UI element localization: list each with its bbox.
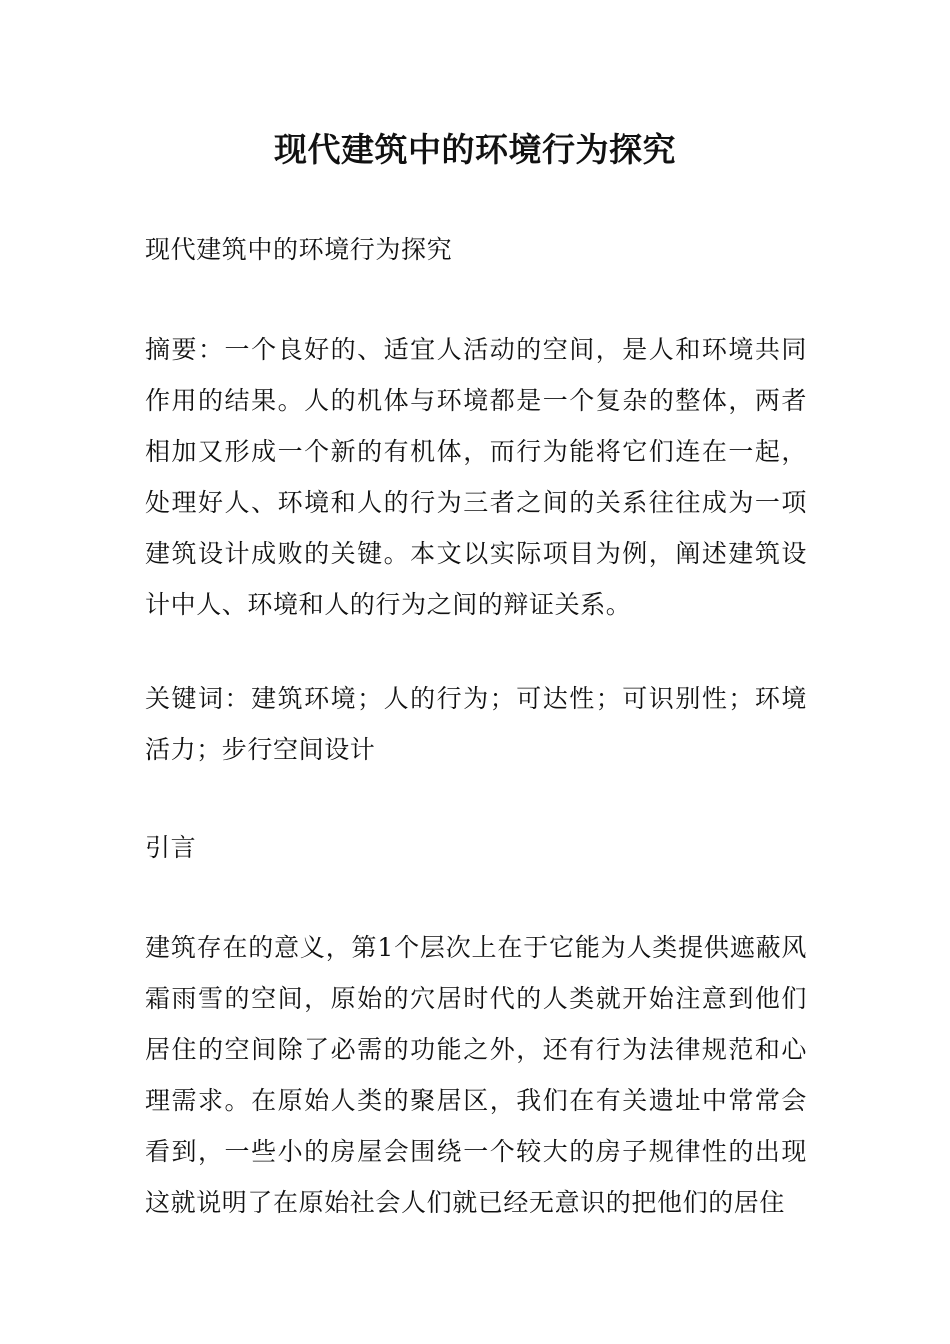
intro-paragraph: 建筑存在的意义，第1个层次上在于它能为人类提供遮蔽风霜雨雪的空间，原始的穴居时代的人类就开始注意到他们居住的空间除了必需的功能之外，还有行为法律规范和心理需求。在原始人类的聚居区，我们在有关遗址中常常会看到，一些小的房屋会围绕一个较大的房子规律性的出现这就说明了在原始社会人们就已经无意识的把他们的居住	[145, 933, 807, 1217]
intro-heading: 引言	[145, 833, 197, 862]
keywords-paragraph: 关键词：建筑环境；人的行为；可达性；可识别性；环境活力；步行空间设计	[145, 684, 807, 764]
abstract-paragraph: 摘要：一个良好的、适宜人活动的空间，是人和环境共同作用的结果。人的机体与环境都是一个复杂的整体，两者相加又形成一个新的有机体，而行为能将它们连在一起，处理好人、环境和人的行为三者之间的关系往往成为一项建筑设计成败的关键。本文以实际项目为例，阐述建筑设计中人、环境和人的行为之间的辩证关系。	[145, 335, 807, 619]
document-title: 现代建筑中的环境行为探究	[274, 130, 676, 169]
article-subtitle: 现代建筑中的环境行为探究	[145, 235, 453, 264]
